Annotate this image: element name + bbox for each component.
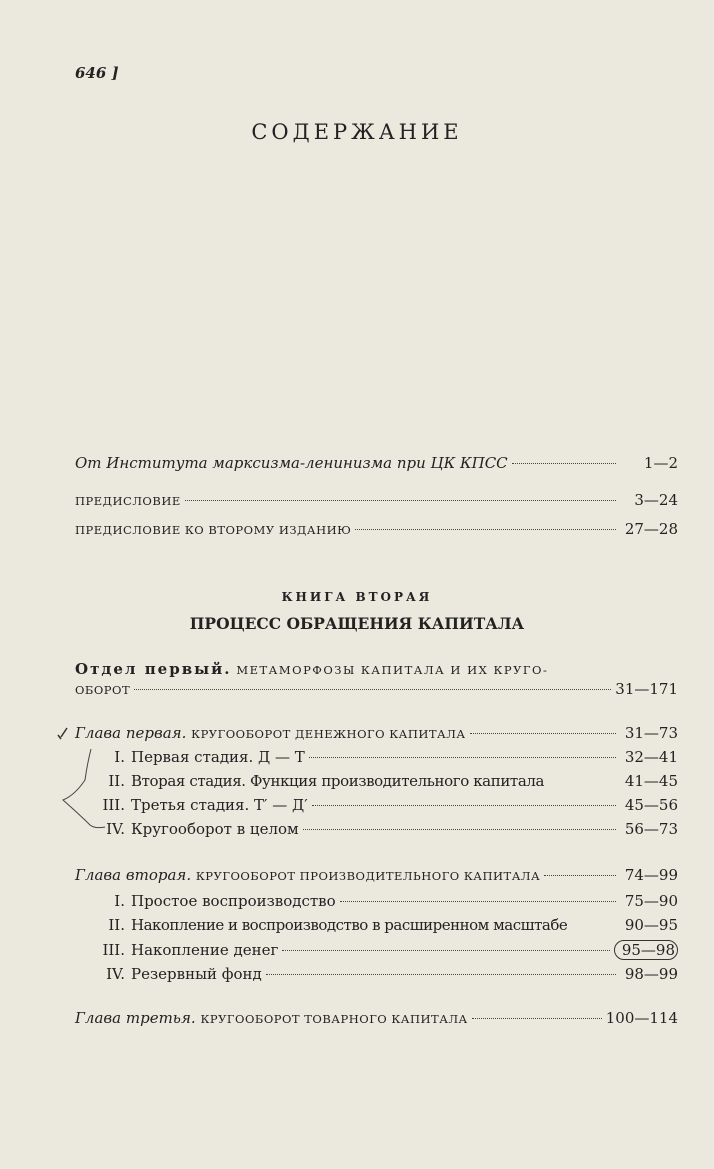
entry-label: ПРЕДИСЛОВИЕ [75, 494, 181, 508]
entry-label: Резервный фонд [131, 965, 262, 983]
toc-entry[interactable] [75, 748, 678, 770]
entry-label: Накопление денег [131, 941, 279, 959]
leader-dots [309, 757, 616, 758]
page-title: СОДЕРЖАНИЕ [251, 120, 463, 144]
item-number: III. [102, 941, 125, 959]
entry-pages: 1—2 [643, 454, 678, 472]
handwritten-bracket-mark [55, 725, 115, 835]
toc-entry[interactable] [75, 491, 678, 513]
entry-pages: 31—73 [624, 724, 678, 742]
toc-entry[interactable] [75, 454, 678, 476]
chapter-entry[interactable] [75, 1009, 678, 1031]
leader-dots [470, 733, 616, 734]
entry-label: Первая стадия. Д — Т [131, 748, 305, 766]
chapter-prefix: Глава вторая. [75, 866, 192, 884]
chapter-prefix: Глава третья. [75, 1009, 196, 1027]
entry-label: Третья стадия. Т′ — Д′ [131, 796, 308, 814]
item-number: III. [102, 796, 125, 814]
entry-pages: 3—24 [634, 491, 678, 509]
page-number: 646 ] [75, 64, 119, 82]
entry-pages: 100—114 [605, 1009, 678, 1027]
section-heading [75, 660, 678, 682]
toc-entry[interactable] [75, 892, 678, 914]
entry-label: Кругооборот в целом [131, 820, 299, 838]
book-title: ПРОЦЕСС ОБРАЩЕНИЯ КАПИТАЛА [189, 614, 525, 633]
entry-label: ОБОРОТ [75, 683, 131, 697]
leader-dots [472, 1018, 602, 1019]
entry-label: От Института марксизма-ленинизма при ЦК КПСС [75, 454, 508, 472]
entry-pages: 90—95 [624, 916, 678, 934]
entry-pages: 56—73 [624, 820, 678, 838]
entry-pages: 45—56 [624, 796, 678, 814]
item-number: II. [108, 916, 125, 934]
toc-entry[interactable] [75, 772, 678, 794]
item-number: I. [114, 892, 125, 910]
entry-label: Простое воспроизводство [131, 892, 336, 910]
toc-entry[interactable] [75, 796, 678, 818]
toc-entry[interactable] [75, 940, 678, 962]
chapter-entry[interactable] [75, 724, 678, 746]
leader-dots [303, 829, 616, 830]
leader-dots [544, 875, 616, 876]
entry-label: Вторая стадия. Функция производительного капитала [131, 772, 545, 790]
toc-entry[interactable] [75, 916, 678, 938]
leader-dots [266, 974, 616, 975]
leader-dots [134, 689, 611, 690]
chapter-entry[interactable] [75, 866, 678, 888]
entry-pages: 95—98 [614, 940, 678, 960]
entry-pages: 41—45 [624, 772, 678, 790]
entry-pages: 74—99 [624, 866, 678, 884]
book-label: КНИГА ВТОРАЯ [281, 590, 433, 604]
item-number: IV. [106, 820, 125, 838]
chapter-title: КРУГООБОРОТ ПРОИЗВОДИТЕЛЬНОГО КАПИТАЛА [195, 869, 541, 883]
item-number: I. [114, 748, 125, 766]
leader-dots [282, 950, 610, 951]
toc-entry[interactable] [75, 680, 678, 702]
section-title: МЕТАМОРФОЗЫ КАПИТАЛА И ИХ КРУГО- [236, 663, 549, 677]
leader-dots [355, 529, 616, 530]
leader-dots [340, 901, 616, 902]
entry-pages: 75—90 [624, 892, 678, 910]
entry-pages: 32—41 [624, 748, 678, 766]
section-prefix: Отдел первый. [75, 660, 232, 678]
leader-dots [512, 463, 616, 464]
toc-entry[interactable] [75, 820, 678, 842]
toc-entry[interactable] [75, 520, 678, 542]
item-number: II. [108, 772, 125, 790]
entry-label: Накопление и воспроизводство в расширенном масштабе [131, 916, 568, 934]
entry-label: ПРЕДИСЛОВИЕ КО ВТОРОМУ ИЗДАНИЮ [75, 523, 352, 537]
toc-entry[interactable] [75, 965, 678, 987]
chapter-title: КРУГООБОРОТ ДЕНЕЖНОГО КАПИТАЛА [191, 727, 466, 741]
item-number: IV. [106, 965, 125, 983]
entry-pages: 27—28 [624, 520, 678, 538]
leader-dots [185, 500, 616, 501]
entry-pages: 31—171 [615, 680, 678, 698]
entry-pages: 98—99 [624, 965, 678, 983]
chapter-prefix: Глава первая. [75, 724, 187, 742]
leader-dots [312, 805, 616, 806]
chapter-title: КРУГООБОРОТ ТОВАРНОГО КАПИТАЛА [200, 1012, 468, 1026]
